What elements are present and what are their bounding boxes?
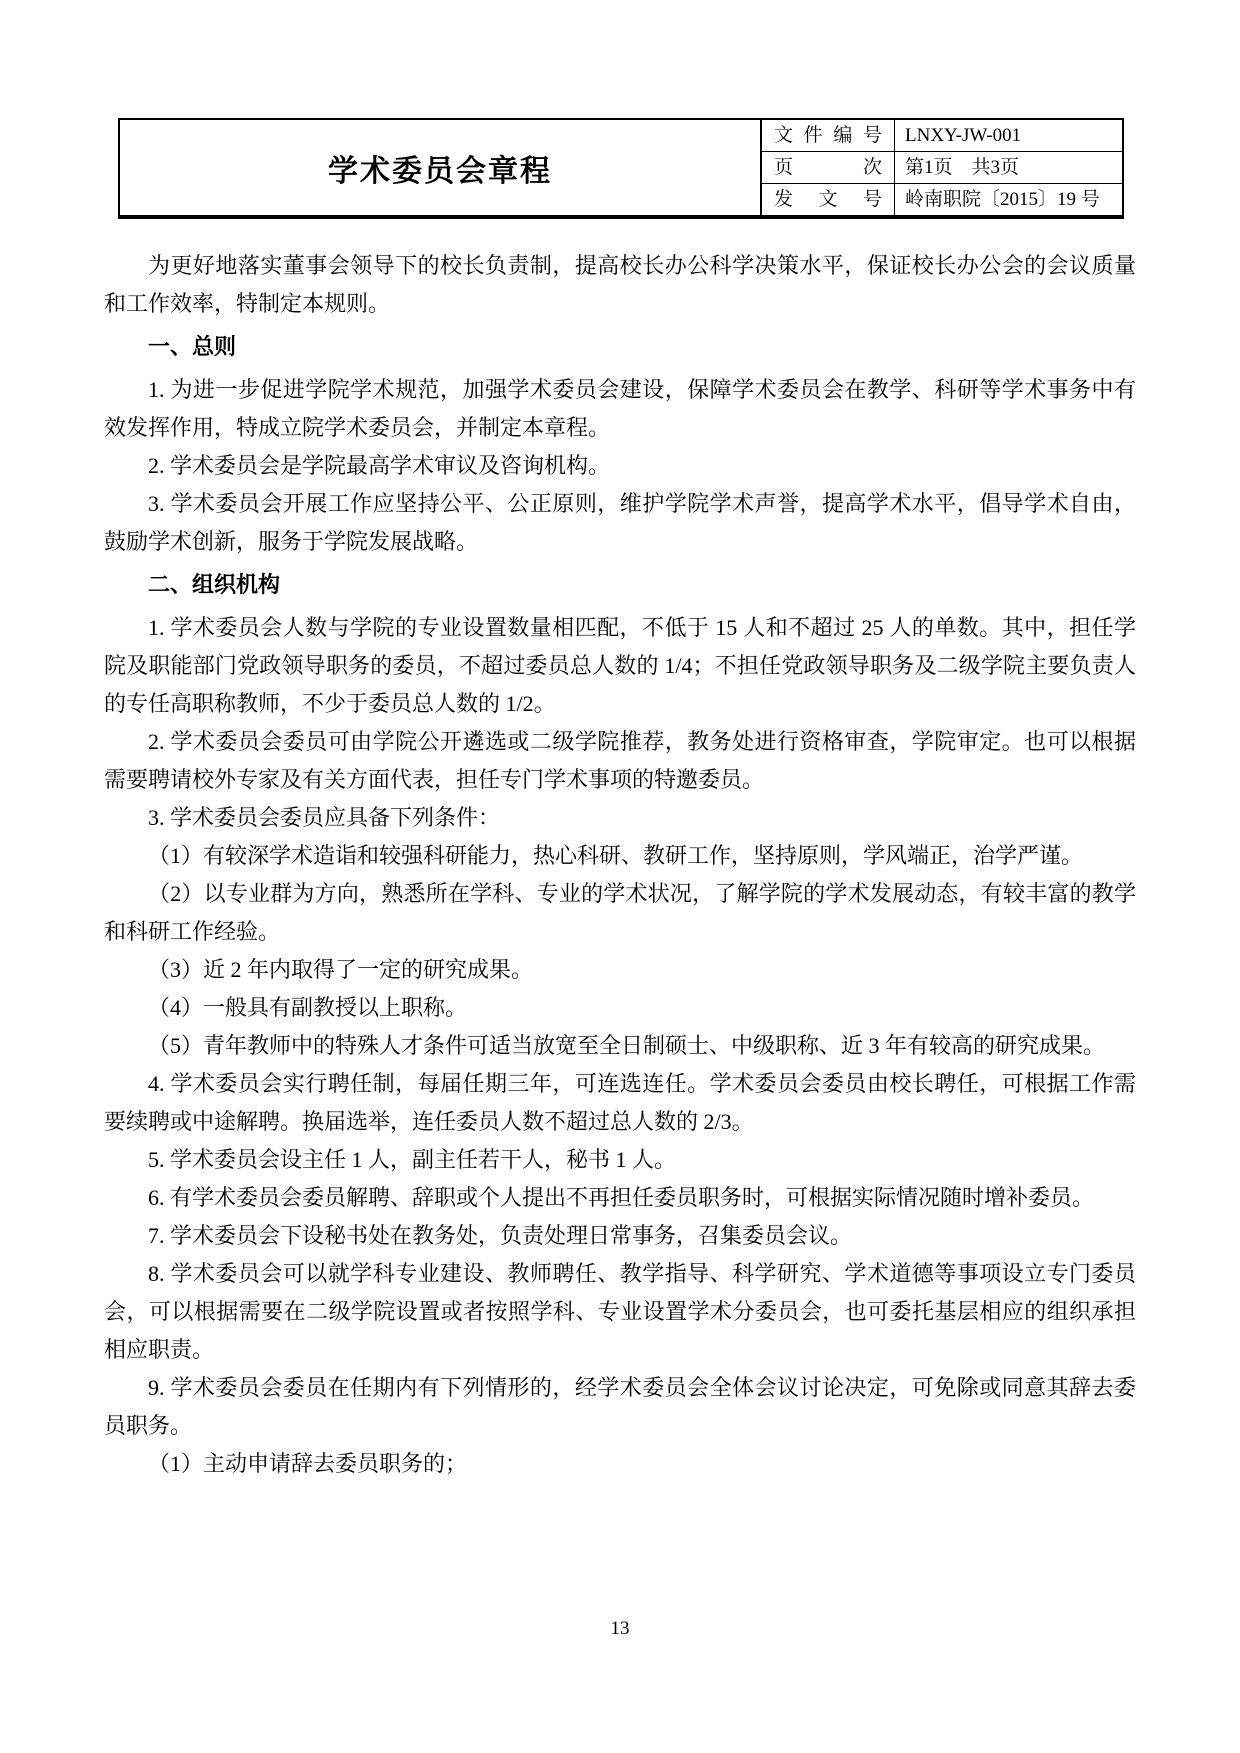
section-heading: 一、总则 xyxy=(148,334,237,359)
paragraph: 7. 学术委员会下设秘书处在教务处，负责处理日常事务，召集委员会议。 xyxy=(148,1223,853,1248)
paragraph: 1. 为进一步促进学院学术规范，加强学术委员会建设，保障学术委员会在教学、科研等学术事务中有效发挥作用，特成立院学术委员会，并制定本章程。 xyxy=(104,377,1136,440)
meta-label: 发文号 xyxy=(774,189,882,210)
meta-row xyxy=(762,151,1122,183)
paragraph: 5. 学术委员会设主任 1 人，副主任若干人，秘书 1 人。 xyxy=(148,1147,677,1172)
meta-value: LNXY-JW-001 xyxy=(894,120,1122,151)
section-heading: 二、组织机构 xyxy=(148,572,281,597)
paragraph: （1）有较深学术造诣和较强科研能力，热心科研、教研工作，坚持原则，学风端正，治学严谨。 xyxy=(148,843,1084,868)
paragraph: （2）以专业群为方向，熟悉所在学科、专业的学术状况，了解学院的学术发展动态，有较丰富的教学和科研工作经验。 xyxy=(104,881,1136,944)
page-title: 学术委员会章程 xyxy=(328,154,552,188)
document-body xyxy=(104,247,1136,1483)
doc-meta-table xyxy=(760,120,1122,215)
paragraph: （5）青年教师中的特殊人才条件可适当放宽至全日制硕士、中级职称、近 3 年有较高的研究成果。 xyxy=(148,1033,1106,1058)
meta-value: 第1页 共3页 xyxy=(894,152,1122,183)
paragraph: 2. 学术委员会委员可由学院公开遴选或二级学院推荐，教务处进行资格审查，学院审定。也可以根据需要聘请校外专家及有关方面代表，担任专门学术事项的特邀委员。 xyxy=(104,729,1136,792)
doc-header-table xyxy=(118,118,1124,219)
paragraph: 2. 学术委员会是学院最高学术审议及咨询机构。 xyxy=(148,453,611,478)
page-number: 13 xyxy=(610,1618,630,1639)
paragraph: 3. 学术委员会委员应具备下列条件： xyxy=(148,805,501,830)
paragraph: 9. 学术委员会委员在任期内有下列情形的，经学术委员会全体会议讨论决定，可免除或同意其辞去委员职务。 xyxy=(104,1375,1136,1438)
meta-label: 页次 xyxy=(774,157,882,178)
meta-value: 岭南职院〔2015〕19 号 xyxy=(894,184,1122,215)
paragraph: （3）近 2 年内取得了一定的研究成果。 xyxy=(148,957,534,982)
paragraph: 1. 学术委员会人数与学院的专业设置数量相匹配，不低于 15 人和不超过 25 人的单数。其中，担任学院及职能部门党政领导职务的委员，不超过委员总人数的 1/4；不担任党政领导职务及二级学院主要负责人的专任高职称教师，不少于委员总人数的 1/2。 xyxy=(104,615,1136,716)
meta-row xyxy=(762,120,1122,151)
paragraph: （4）一般具有副教授以上职称。 xyxy=(148,995,468,1020)
paragraph: 8. 学术委员会可以就学科专业建设、教师聘任、教学指导、科学研究、学术道德等事项设立专门委员会，可以根据需要在二级学院设置或者按照学科、专业设置学术分委员会，也可委托基层相应的组织承担相应职责。 xyxy=(104,1261,1136,1362)
paragraph: （1）主动申请辞去委员职务的； xyxy=(148,1451,468,1476)
meta-label: 文件编号 xyxy=(774,125,882,146)
meta-row xyxy=(762,183,1122,215)
paragraph: 6. 有学术委员会委员解聘、辞职或个人提出不再担任委员职务时，可根据实际情况随时增补委员。 xyxy=(148,1185,1095,1210)
paragraph: 3. 学术委员会开展工作应坚持公平、公正原则，维护学院学术声誉，提高学术水平，倡导学术自由，鼓励学术创新，服务于学院发展战略。 xyxy=(104,491,1136,554)
paragraph: 4. 学术委员会实行聘任制，每届任期三年，可连选连任。学术委员会委员由校长聘任，可根据工作需要续聘或中途解聘。换届选举，连任委员人数不超过总人数的 2/3。 xyxy=(104,1071,1136,1134)
doc-title-cell xyxy=(120,120,760,215)
paragraph: 为更好地落实董事会领导下的校长负责制，提高校长办公科学决策水平，保证校长办公会的会议质量和工作效率，特制定本规则。 xyxy=(104,253,1136,316)
